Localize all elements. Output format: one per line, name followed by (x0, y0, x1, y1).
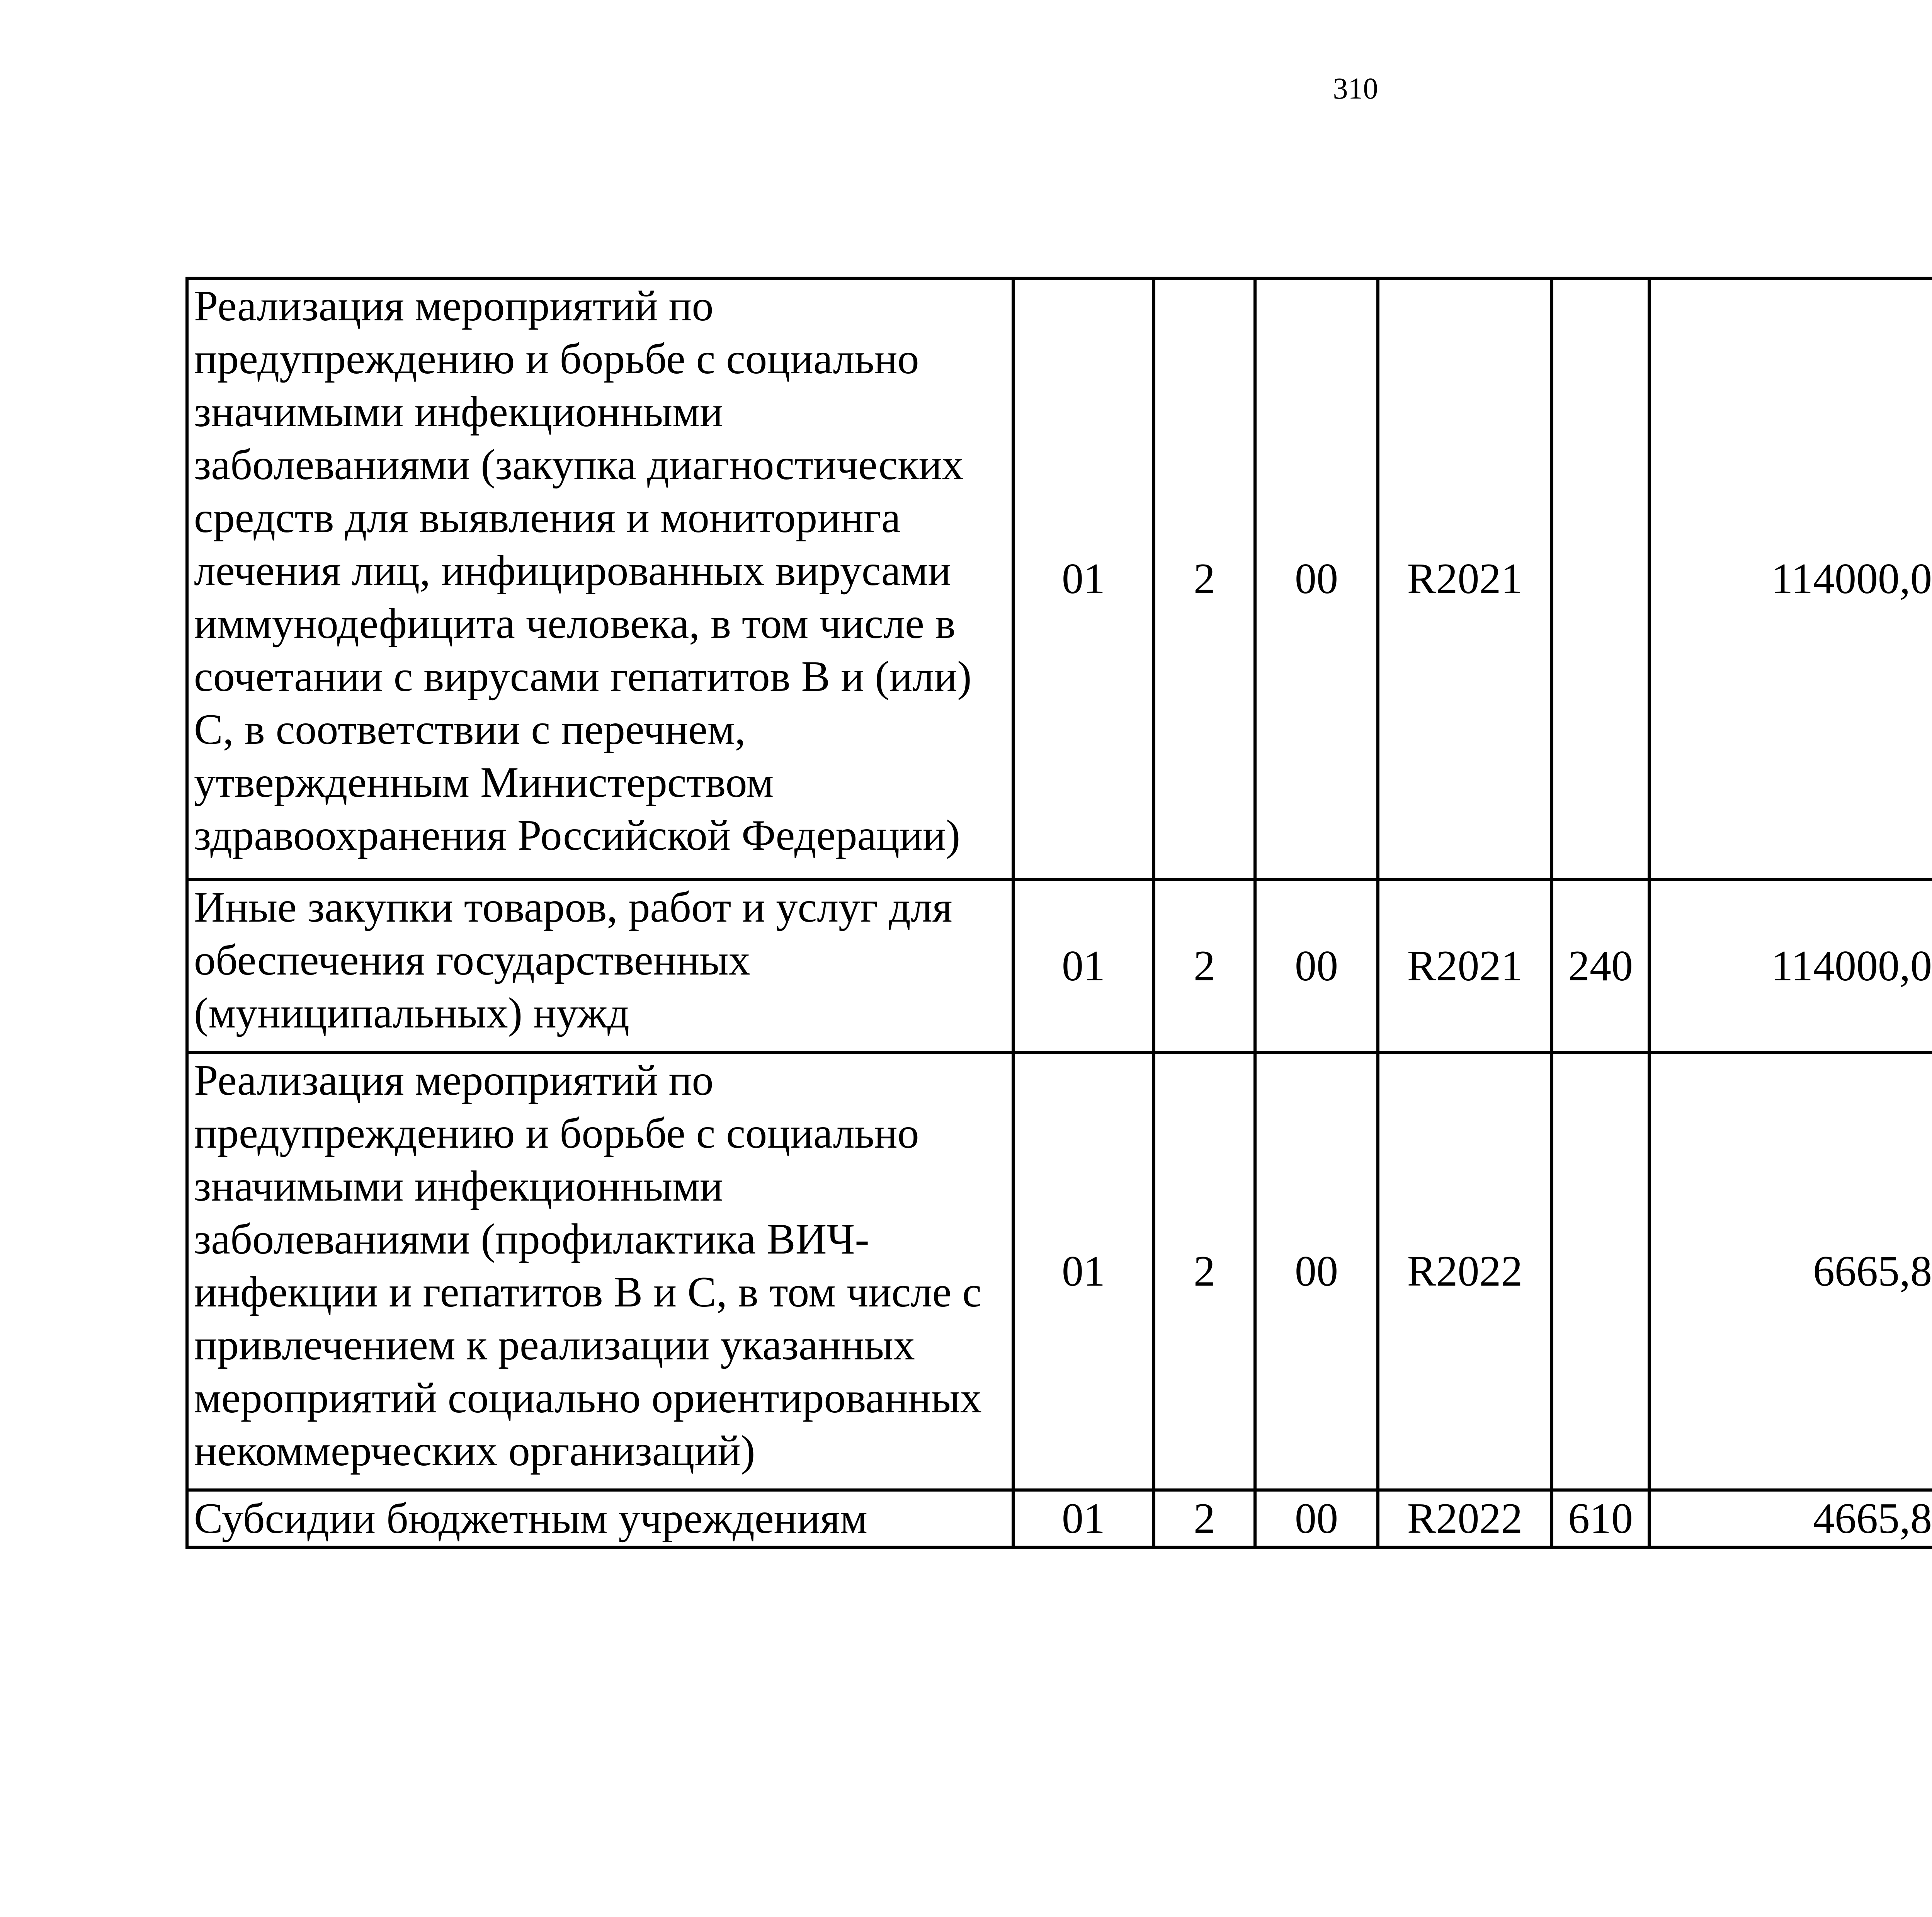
program-code: 01 (1013, 1490, 1154, 1547)
table-row (187, 278, 1932, 879)
target-code: R2022 (1378, 1490, 1552, 1547)
expense-type-code: 610 (1552, 1490, 1649, 1547)
target-code: R2022 (1378, 1053, 1552, 1490)
expense-type-code (1552, 1053, 1649, 1490)
direction-code: 00 (1255, 1490, 1378, 1547)
direction-code: 00 (1255, 1053, 1378, 1490)
subprogram-code: 2 (1154, 879, 1255, 1053)
amount-1: 4665,8 (1649, 1490, 1932, 1547)
row-name: Реализация мероприятий по предупреждению и борьбе с социально значимыми инфекционными заболеваниями (профилактика ВИЧ-инфекции и гепатитов B и C, в том числе с привлечением к реализации указанных мероприятий социально ориентированных некоммерческих организаций) (187, 1053, 1013, 1490)
direction-code: 00 (1255, 879, 1378, 1053)
amount-1: 6665,8 (1649, 1053, 1932, 1490)
page-number: 310 (1333, 71, 1378, 105)
program-code: 01 (1013, 879, 1154, 1053)
budget-table (185, 277, 1932, 1549)
row-name: Субсидии бюджетным учреждениям (187, 1490, 1013, 1547)
subprogram-code: 2 (1154, 278, 1255, 879)
table-row (187, 1053, 1932, 1490)
amount-1: 114000,0 (1649, 278, 1932, 879)
target-code: R2021 (1378, 879, 1552, 1053)
row-name: Иные закупки товаров, работ и услуг для обеспечения государственных (муниципальных) нужд (187, 879, 1013, 1053)
expense-type-code (1552, 278, 1649, 879)
target-code: R2021 (1378, 278, 1552, 879)
subprogram-code: 2 (1154, 1053, 1255, 1490)
expense-type-code: 240 (1552, 879, 1649, 1053)
table-row (187, 1490, 1932, 1547)
program-code: 01 (1013, 1053, 1154, 1490)
subprogram-code: 2 (1154, 1490, 1255, 1547)
direction-code: 00 (1255, 278, 1378, 879)
table-row (187, 879, 1932, 1053)
program-code: 01 (1013, 278, 1154, 879)
row-name: Реализация мероприятий по предупреждению и борьбе с социально значимыми инфекционными заболеваниями (закупка диагностических средств для выявления и мониторинга лечения лиц, инфицированных вирусами иммунодефицита человека, в том числе в сочетании с вирусами гепатитов B и (или) C, в соответствии с перечнем, утвержденным Министерством здравоохранения Российской Федерации) (187, 278, 1013, 879)
amount-1: 114000,0 (1649, 879, 1932, 1053)
